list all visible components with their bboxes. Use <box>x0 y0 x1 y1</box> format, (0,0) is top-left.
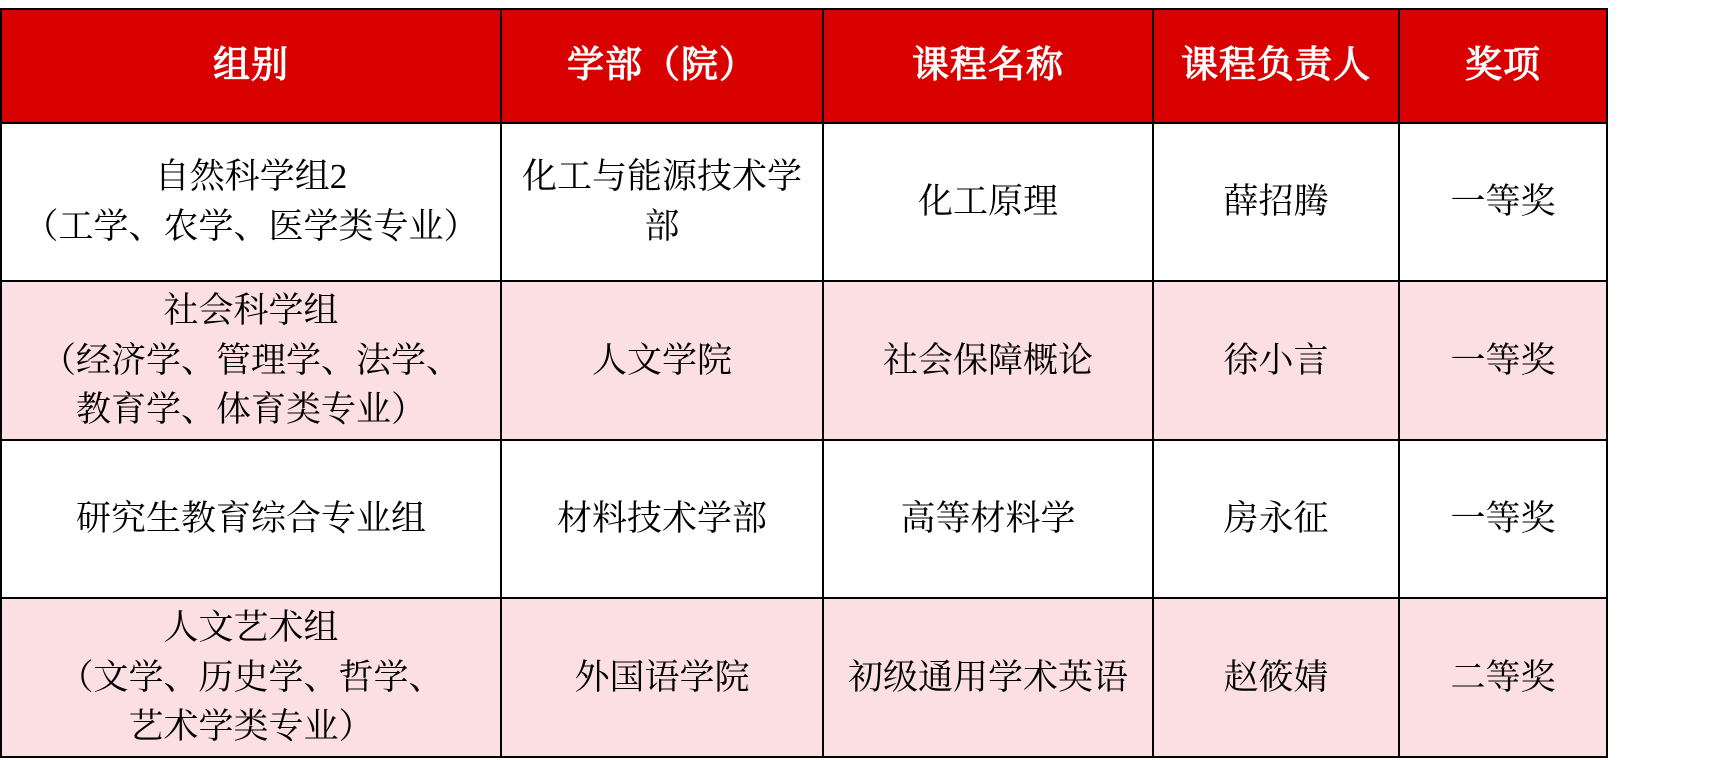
group-line: （经济学、管理学、法学、 <box>40 340 461 380</box>
group-line: 社会科学组 <box>163 291 339 330</box>
table-row <box>1 123 1607 281</box>
column-header-leader: 课程负责人 <box>1153 9 1399 123</box>
cell-leader: 房永征 <box>1153 440 1399 598</box>
group-line: （文学、历史学、哲学、 <box>58 657 444 697</box>
cell-leader: 徐小言 <box>1153 281 1399 440</box>
group-line: 自然科学组2 <box>154 157 348 197</box>
table-row <box>1 598 1607 757</box>
table-header <box>1 9 1607 123</box>
award-table-container <box>0 8 1606 758</box>
cell-course: 高等材料学 <box>823 440 1153 598</box>
column-header-group: 组别 <box>1 9 501 123</box>
column-header-course: 课程名称 <box>823 9 1153 123</box>
group-line: （工学、农学、医学类专业） <box>23 207 479 246</box>
group-line: 人文艺术组 <box>163 608 339 648</box>
cell-award: 二等奖 <box>1399 598 1607 757</box>
cell-award: 一等奖 <box>1399 123 1607 281</box>
cell-award: 一等奖 <box>1399 281 1607 440</box>
table-body <box>1 123 1607 757</box>
group-line: 研究生教育综合专业组 <box>75 499 426 539</box>
cell-group <box>1 281 501 440</box>
cell-leader: 赵筱婧 <box>1153 598 1399 757</box>
group-line: 艺术学类专业） <box>128 707 374 747</box>
award-table <box>0 8 1608 758</box>
group-line: 教育学、体育类专业） <box>75 390 426 430</box>
column-header-award: 奖项 <box>1399 9 1607 123</box>
cell-award: 一等奖 <box>1399 440 1607 598</box>
column-header-faculty: 学部（院） <box>501 9 823 123</box>
table-row <box>1 281 1607 440</box>
cell-leader: 薛招腾 <box>1153 123 1399 281</box>
cell-group <box>1 598 501 757</box>
cell-course: 初级通用学术英语 <box>823 598 1153 757</box>
cell-course: 社会保障概论 <box>823 281 1153 440</box>
cell-faculty: 材料技术学部 <box>501 440 823 598</box>
cell-faculty: 外国语学院 <box>501 598 823 757</box>
table-header-row <box>1 9 1607 123</box>
cell-faculty: 人文学院 <box>501 281 823 440</box>
cell-course: 化工原理 <box>823 123 1153 281</box>
cell-group <box>1 123 501 281</box>
table-row <box>1 440 1607 598</box>
cell-faculty: 化工与能源技术学部 <box>501 123 823 281</box>
cell-group <box>1 440 501 598</box>
